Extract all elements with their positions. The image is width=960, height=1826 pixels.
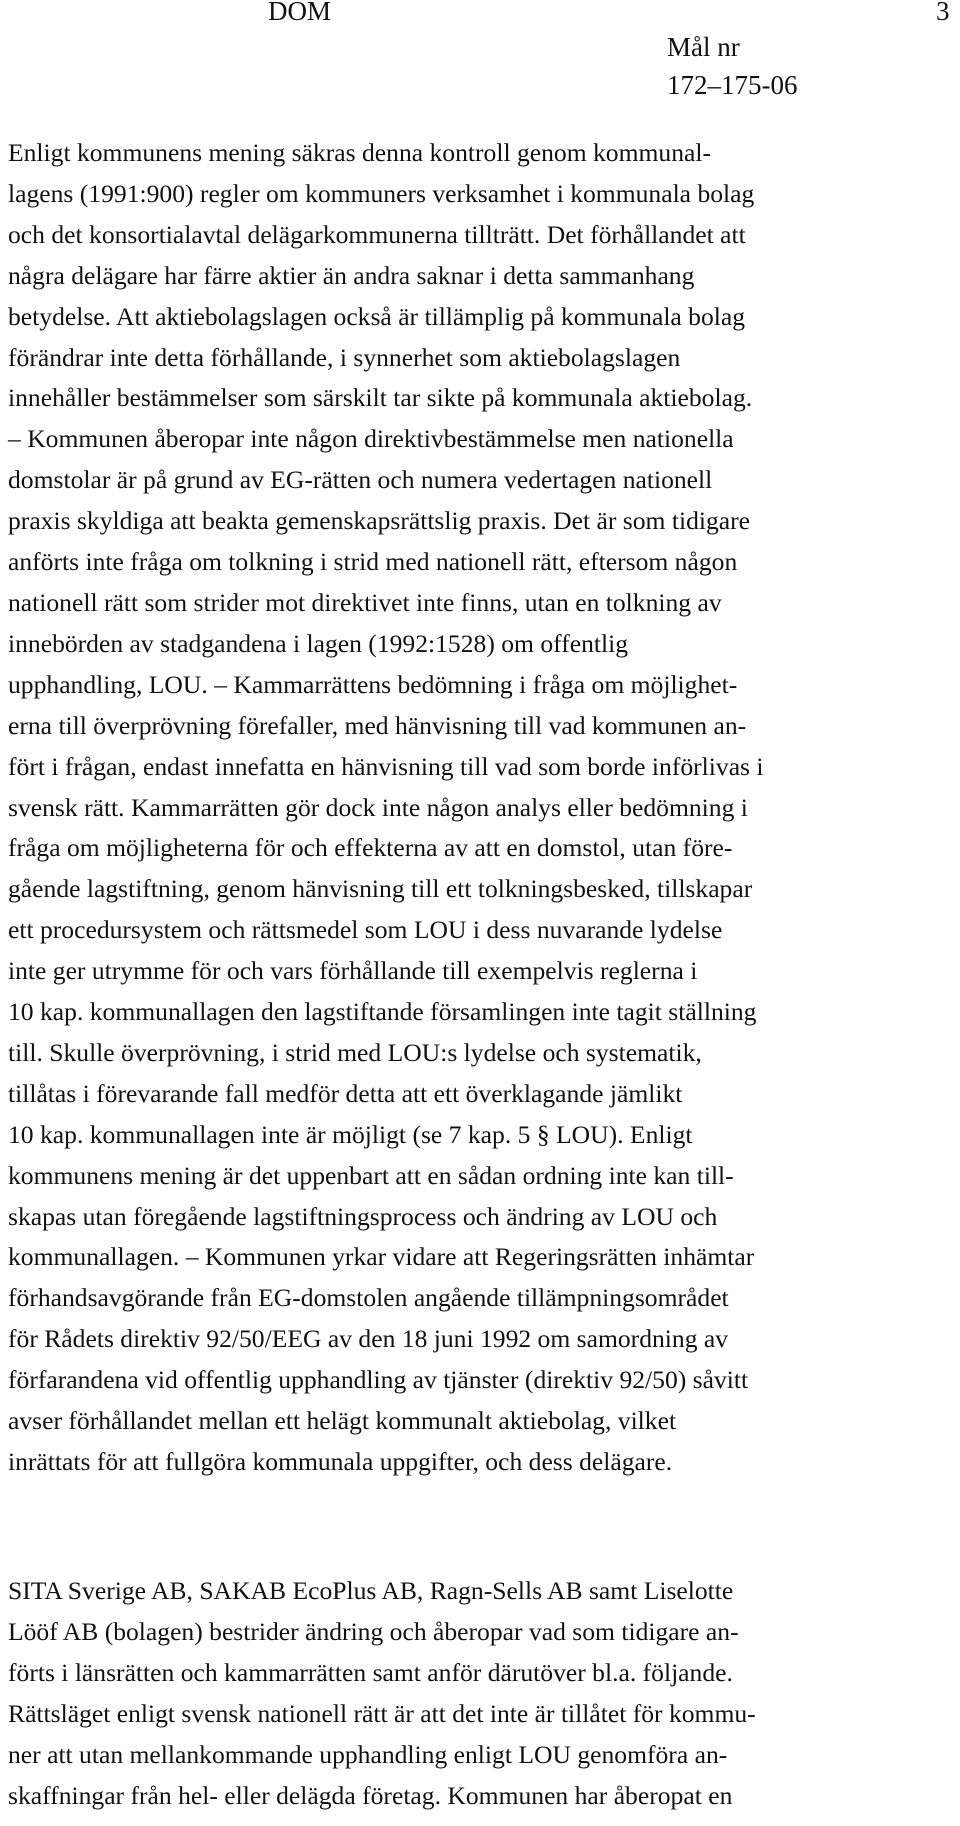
paragraph-companies-response bbox=[8, 1571, 953, 1816]
text-line: tillåtas i förevarande fall medför detta att ett överklagande jämlikt bbox=[8, 1078, 683, 1108]
text-line: 10 kap. kommunallagen den lagstiftande församlingen inte tagit ställning bbox=[8, 997, 757, 1027]
text-line: innehåller bestämmelser som särskilt tar sikte på kommunala aktiebolag. bbox=[8, 383, 753, 413]
text-line: innebörden av stadgandena i lagen (1992:1528) om offentlig bbox=[8, 628, 629, 658]
text-line: till. Skulle överprövning, i strid med LOU:s lydelse och systematik, bbox=[8, 1037, 702, 1067]
text-line: Enligt kommunens mening säkras denna kontroll genom kommunal- bbox=[8, 138, 712, 167]
text-line: nationell rätt som strider mot direktivet inte finns, utan en tolkning av bbox=[8, 587, 722, 617]
text-line: ner att utan mellankommande upphandling enligt LOU genomföra an- bbox=[8, 1739, 728, 1769]
text-line: några delägare har färre aktier än andra saknar i detta sammanhang bbox=[8, 260, 695, 290]
case-number-label: Mål nr bbox=[667, 32, 740, 62]
text-line: kommunallagen. – Kommunen yrkar vidare att Regeringsrätten inhämtar bbox=[8, 1242, 755, 1272]
text-line: praxis skyldiga att beakta gemenskapsrättslig praxis. Det är som tidigare bbox=[8, 506, 751, 536]
text-line: för Rådets direktiv 92/50/EEG av den 18 juni 1992 om samordning av bbox=[8, 1324, 729, 1354]
text-line: Rättsläget enligt svensk nationell rätt är att det inte är tillåtet för kommu- bbox=[8, 1698, 756, 1728]
text-line: inte ger utrymme för och vars förhållande till exempelvis reglerna i bbox=[8, 956, 698, 986]
text-line: skaffningar från hel- eller delägda företag. Kommunen har åberopat en bbox=[8, 1780, 733, 1810]
text-line: domstolar är på grund av EG-rätten och numera vedertagen nationell bbox=[8, 465, 713, 495]
text-line: anförts inte fråga om tolkning i strid med nationell rätt, eftersom någon bbox=[8, 547, 738, 577]
text-line: kommunens mening är det uppenbart att en sådan ordning inte kan till- bbox=[8, 1160, 734, 1190]
text-line: och det konsortialavtal delägarkommunerna tillträtt. Det förhållandet att bbox=[8, 219, 746, 249]
text-line: förändrar inte detta förhållande, i synnerhet som aktiebolagslagen bbox=[8, 342, 681, 372]
text-line: förfarandena vid offentlig upphandling av tjänster (direktiv 92/50) såvitt bbox=[8, 1365, 749, 1395]
case-number: 172–175-06 bbox=[667, 70, 798, 100]
text-line: fråga om möjligheterna för och effekterna av att en domstol, utan före- bbox=[8, 833, 733, 863]
text-line: lagens (1991:900) regler om kommuners verksamhet i kommunala bolag bbox=[8, 178, 755, 208]
text-line: – Kommunen åberopar inte någon direktivbestämmelse men nationella bbox=[8, 424, 734, 454]
text-line: ett procedursystem och rättsmedel som LOU i dess nuvarande lydelse bbox=[8, 915, 723, 945]
text-line: avser förhållandet mellan ett helägt kommunalt aktiebolag, vilket bbox=[8, 1406, 677, 1436]
text-line: inrättats för att fullgöra kommunala uppgifter, och dess delägare. bbox=[8, 1447, 673, 1476]
text-line: gående lagstiftning, genom hänvisning till ett tolkningsbesked, tillskapar bbox=[8, 874, 753, 904]
text-line: svensk rätt. Kammarrätten gör dock inte någon analys eller bedömning i bbox=[8, 792, 748, 822]
page-number: 3 bbox=[936, 0, 950, 26]
text-line: betydelse. Att aktiebolagslagen också är tillämplig på kommunala bolag bbox=[8, 301, 746, 331]
text-line: SITA Sverige AB, SAKAB EcoPlus AB, Ragn-Sells AB samt Liselotte bbox=[8, 1576, 734, 1605]
text-line: Lööf AB (bolagen) bestrider ändring och åberopar vad som tidigare an- bbox=[8, 1616, 739, 1646]
document-type: DOM bbox=[268, 0, 332, 26]
text-line: 10 kap. kommunallagen inte är möjligt (se 7 kap. 5 § LOU). Enligt bbox=[8, 1119, 693, 1149]
text-line: förhandsavgörande från EG-domstolen angående tillämpningsområdet bbox=[8, 1283, 729, 1313]
text-line: fört i frågan, endast innefatta en hänvisning till vad som borde införlivas i bbox=[8, 751, 764, 781]
text-line: skapas utan föregående lagstiftningsprocess och ändring av LOU och bbox=[8, 1201, 718, 1231]
paragraph-municipality-arguments bbox=[8, 133, 953, 1483]
text-line: förts i länsrätten och kammarrätten samt anför därutöver bl.a. följande. bbox=[8, 1657, 733, 1687]
text-line: upphandling, LOU. – Kammarrättens bedömning i fråga om möjlighet- bbox=[8, 669, 738, 699]
text-line: erna till överprövning förefaller, med hänvisning till vad kommunen an- bbox=[8, 710, 747, 740]
